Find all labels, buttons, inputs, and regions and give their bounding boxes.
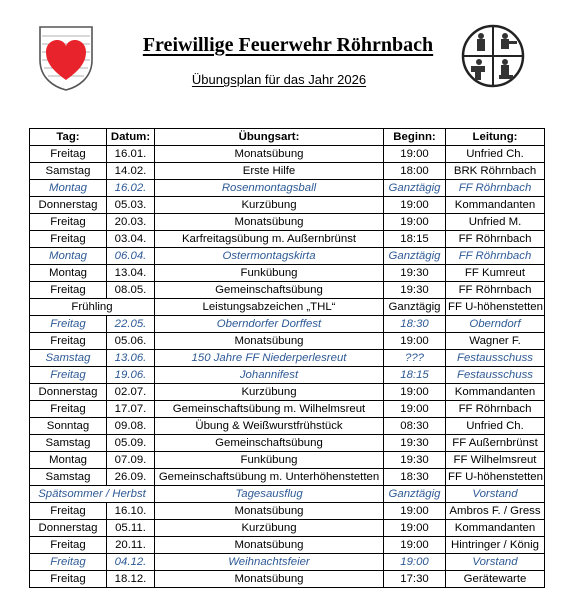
cell-tag: Freitag: [30, 367, 107, 384]
cell-beginn: 19:00: [384, 537, 446, 554]
cell-tag: Samstag: [30, 163, 107, 180]
table-row: [30, 333, 545, 350]
cell-leitung: Vorstand: [446, 486, 545, 503]
cell-beginn: 19:00: [384, 384, 446, 401]
cell-beginn: ???: [384, 350, 446, 367]
table-row: [30, 537, 545, 554]
cell-datum: 05.06.: [107, 333, 155, 350]
cell-datum: 05.03.: [107, 197, 155, 214]
cell-tag: Freitag: [30, 503, 107, 520]
cell-datum: 26.09.: [107, 469, 155, 486]
table-body: [30, 146, 545, 588]
cell-beginn: Ganztägig: [384, 486, 446, 503]
cell-leitung: FF Röhrnbach: [446, 180, 545, 197]
table-row: [30, 418, 545, 435]
cell-leitung: BRK Röhrnbach: [446, 163, 545, 180]
cell-datum: 14.02.: [107, 163, 155, 180]
cell-beginn: 19:00: [384, 333, 446, 350]
cell-tag: Sonntag: [30, 418, 107, 435]
cell-datum: 13.04.: [107, 265, 155, 282]
cell-tag: Montag: [30, 452, 107, 469]
table-row: [30, 503, 545, 520]
cell-leitung: Unfried M.: [446, 214, 545, 231]
table-row: [30, 282, 545, 299]
page-subtitle: Übungsplan für das Jahr 2026: [191, 72, 367, 87]
cell-art: Gemeinschaftsübung: [155, 282, 384, 299]
table-row: [30, 180, 545, 197]
table-row: [30, 571, 545, 588]
cell-art: Ostermontagskirta: [155, 248, 384, 265]
cell-leitung: FF U-höhenstetten: [446, 469, 545, 486]
cell-datum: 20.11.: [107, 537, 155, 554]
table-row: [30, 265, 545, 282]
cell-tag: Donnerstag: [30, 197, 107, 214]
cell-art: Tagesausflug: [155, 486, 384, 503]
cell-leitung: Unfried Ch.: [446, 418, 545, 435]
cell-art: Weihnachtsfeier: [155, 554, 384, 571]
table-row: [30, 367, 545, 384]
cell-leitung: FF Kumreut: [446, 265, 545, 282]
cell-tag: Frühling: [30, 299, 155, 316]
cell-datum: 07.09.: [107, 452, 155, 469]
table-row: [30, 520, 545, 537]
cell-art: 150 Jahre FF Niederperlesreut: [155, 350, 384, 367]
table-row: [30, 163, 545, 180]
cell-art: Übung & Weißwurstfrühstück: [155, 418, 384, 435]
table-row: [30, 554, 545, 571]
cell-datum: 03.04.: [107, 231, 155, 248]
cell-datum: 18.12.: [107, 571, 155, 588]
cell-datum: 19.06.: [107, 367, 155, 384]
table-row: [30, 452, 545, 469]
cell-beginn: 18:30: [384, 316, 446, 333]
cell-leitung: Oberndorf: [446, 316, 545, 333]
cell-art: Gemeinschaftsübung m. Wilhelmsreut: [155, 401, 384, 418]
table-row: [30, 146, 545, 163]
cell-tag: Freitag: [30, 282, 107, 299]
cell-leitung: Kommandanten: [446, 520, 545, 537]
cell-art: Gemeinschaftsübung m. Unterhöhenstetten: [155, 469, 384, 486]
cell-datum: 16.02.: [107, 180, 155, 197]
column-header-tag: Tag:: [30, 129, 107, 146]
cell-tag: Freitag: [30, 231, 107, 248]
table-row: [30, 231, 545, 248]
column-header-beginn: Beginn:: [384, 129, 446, 146]
cell-datum: 02.07.: [107, 384, 155, 401]
exercise-schedule-table: [29, 128, 545, 588]
cell-datum: 16.01.: [107, 146, 155, 163]
cell-tag: Freitag: [30, 214, 107, 231]
cell-tag: Donnerstag: [30, 384, 107, 401]
cell-beginn: 19:00: [384, 146, 446, 163]
cell-tag: Freitag: [30, 537, 107, 554]
cell-tag: Samstag: [30, 350, 107, 367]
cell-beginn: 19:00: [384, 554, 446, 571]
cell-datum: 05.09.: [107, 435, 155, 452]
cell-beginn: 18:00: [384, 163, 446, 180]
cell-art: Kurzübung: [155, 197, 384, 214]
table-row: [30, 316, 545, 333]
table-row: [30, 350, 545, 367]
cell-leitung: Hintringer / König: [446, 537, 545, 554]
cell-art: Kurzübung: [155, 520, 384, 537]
cell-leitung: Ambros F. / Gress: [446, 503, 545, 520]
cell-leitung: Kommandanten: [446, 384, 545, 401]
cell-tag: Montag: [30, 248, 107, 265]
cell-art: Monatsübung: [155, 503, 384, 520]
cell-beginn: 17:30: [384, 571, 446, 588]
cell-art: Gemeinschaftsübung: [155, 435, 384, 452]
cell-tag: Freitag: [30, 401, 107, 418]
cell-leitung: Unfried Ch.: [446, 146, 545, 163]
cell-datum: 06.04.: [107, 248, 155, 265]
cell-art: Kurzübung: [155, 384, 384, 401]
cell-beginn: 19:30: [384, 265, 446, 282]
cell-beginn: 19:00: [384, 401, 446, 418]
cell-art: Rosenmontagsball: [155, 180, 384, 197]
cell-tag: Freitag: [30, 554, 107, 571]
table-header-row: [30, 129, 545, 146]
cell-tag: Freitag: [30, 146, 107, 163]
cell-datum: 16.10.: [107, 503, 155, 520]
cell-leitung: Festausschuss: [446, 367, 545, 384]
column-header-datum: Datum:: [107, 129, 155, 146]
cell-datum: 20.03.: [107, 214, 155, 231]
cell-beginn: 18:30: [384, 469, 446, 486]
cell-beginn: 19:00: [384, 214, 446, 231]
cell-datum: 17.07.: [107, 401, 155, 418]
cell-datum: 08.05.: [107, 282, 155, 299]
table-row: [30, 248, 545, 265]
cell-leitung: FF Wilhelmsreut: [446, 452, 545, 469]
table-row: [30, 384, 545, 401]
cell-art: Monatsübung: [155, 333, 384, 350]
cell-art: Monatsübung: [155, 537, 384, 554]
cell-tag: Montag: [30, 265, 107, 282]
page-title: Freiwillige Feuerwehr Röhrnbach: [142, 34, 434, 56]
cell-art: Funkübung: [155, 265, 384, 282]
table-row: [30, 214, 545, 231]
table-row: [30, 469, 545, 486]
cell-beginn: 19:00: [384, 503, 446, 520]
cell-leitung: FF Röhrnbach: [446, 248, 545, 265]
cell-beginn: 18:15: [384, 367, 446, 384]
cell-leitung: Kommandanten: [446, 197, 545, 214]
cell-art: Leistungsabzeichen „THL“: [155, 299, 384, 316]
column-header-leitung: Leitung:: [446, 129, 545, 146]
cell-leitung: Gerätewarte: [446, 571, 545, 588]
cell-datum: 05.11.: [107, 520, 155, 537]
cell-datum: 22.05.: [107, 316, 155, 333]
cell-tag: Montag: [30, 180, 107, 197]
cell-tag: Samstag: [30, 435, 107, 452]
table-row: [30, 435, 545, 452]
cell-leitung: FF Röhrnbach: [446, 282, 545, 299]
cell-leitung: FF Außernbrünst: [446, 435, 545, 452]
cell-beginn: Ganztägig: [384, 299, 446, 316]
cell-tag: Freitag: [30, 333, 107, 350]
cell-beginn: 19:30: [384, 452, 446, 469]
cell-art: Erste Hilfe: [155, 163, 384, 180]
column-header-uebungsart: Übungsart:: [155, 129, 384, 146]
cell-art: Monatsübung: [155, 214, 384, 231]
cell-leitung: FF U-höhenstetten: [446, 299, 545, 316]
cell-beginn: 19:30: [384, 282, 446, 299]
cell-tag: Donnerstag: [30, 520, 107, 537]
cell-art: Monatsübung: [155, 571, 384, 588]
cell-beginn: 18:15: [384, 231, 446, 248]
cell-art: Monatsübung: [155, 146, 384, 163]
cell-beginn: 19:30: [384, 435, 446, 452]
table-row: [30, 486, 545, 503]
cell-art: Karfreitagsübung m. Außernbrünst: [155, 231, 384, 248]
cell-beginn: 19:00: [384, 197, 446, 214]
cell-tag: Freitag: [30, 316, 107, 333]
cell-leitung: Festausschuss: [446, 350, 545, 367]
cell-beginn: 08:30: [384, 418, 446, 435]
table-row: [30, 299, 545, 316]
cell-beginn: Ganztägig: [384, 248, 446, 265]
cell-art: Funkübung: [155, 452, 384, 469]
cell-art: Johannifest: [155, 367, 384, 384]
cell-leitung: Wagner F.: [446, 333, 545, 350]
cell-beginn: Ganztägig: [384, 180, 446, 197]
cell-datum: 04.12.: [107, 554, 155, 571]
cell-beginn: 19:00: [384, 520, 446, 537]
cell-tag: Freitag: [30, 571, 107, 588]
cell-art: Oberndorfer Dorffest: [155, 316, 384, 333]
cell-leitung: Vorstand: [446, 554, 545, 571]
table-row: [30, 401, 545, 418]
cell-datum: 13.06.: [107, 350, 155, 367]
cell-tag: Spätsommer / Herbst: [30, 486, 155, 503]
cell-leitung: FF Röhrnbach: [446, 401, 545, 418]
cell-datum: 09.08.: [107, 418, 155, 435]
cell-leitung: FF Röhrnbach: [446, 231, 545, 248]
cell-tag: Samstag: [30, 469, 107, 486]
table-row: [30, 197, 545, 214]
